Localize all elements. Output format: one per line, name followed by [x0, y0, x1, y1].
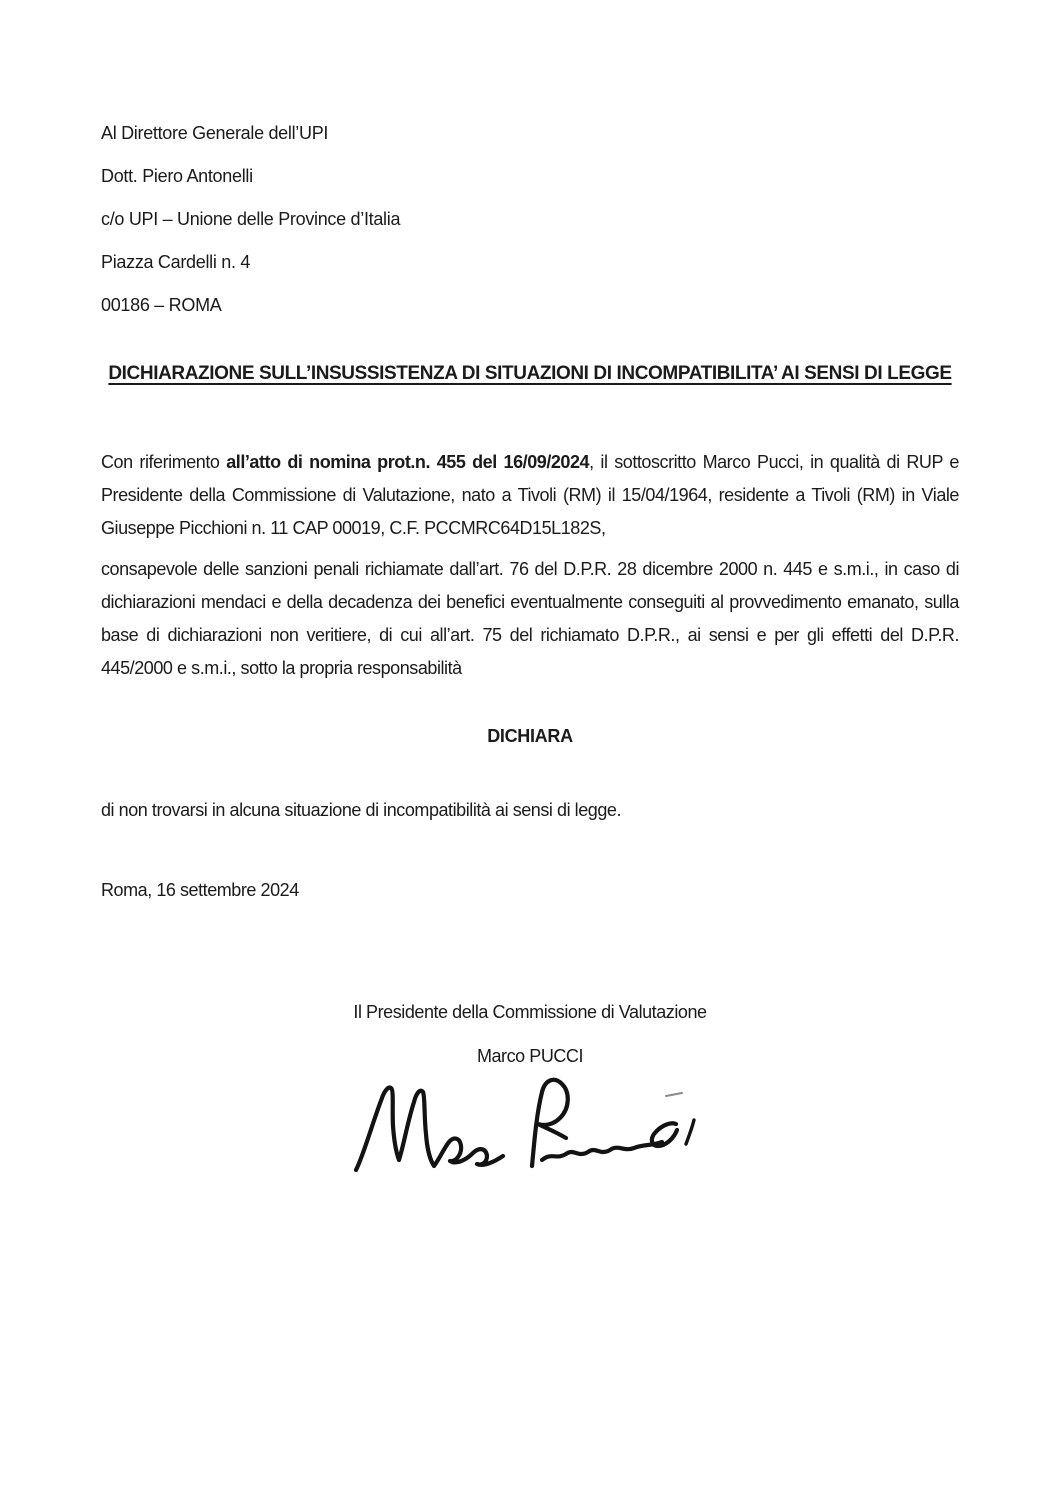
declaration-heading: DICHIARA — [487, 726, 573, 746]
recipient-line-organization: c/o UPI – Unione delle Province d’Italia — [101, 209, 401, 229]
document-title: DICHIARAZIONE SULL’INSUSSISTENZA DI SITUAZIONI DI INCOMPATIBILITA’ AI SENSI DI LEGGE — [108, 363, 952, 384]
paragraph-reference-suffix: , il sottoscritto Marco Pucci, in qualità di RUP e Presidente della Commissione di Valutazione, nato a Tivoli (RM) il 15/04/1964, residente a Tivoli (RM) in Viale Giuseppe Picchioni n. 11 CAP 00019, C.F. PCCMRC64D15L182S, — [101, 452, 959, 538]
recipient-line-director: Al Direttore Generale dell’UPI — [101, 123, 329, 143]
recipient-line-street: Piazza Cardelli n. 4 — [101, 252, 251, 272]
handwritten-signature — [346, 1068, 714, 1192]
recipient-address-block — [101, 122, 959, 316]
recipient-line-city: 00186 – ROMA — [101, 295, 222, 315]
signer-name-line: Marco PUCCI — [476, 1046, 584, 1066]
paragraph-reference-bold-protocol: all’atto di nomina prot.n. 455 del 16/09/2024 — [226, 452, 590, 472]
recipient-line-name: Dott. Piero Antonelli — [101, 166, 253, 186]
declaration-statement: di non trovarsi in alcuna situazione di incompatibilità ai sensi di legge. — [101, 800, 622, 820]
paragraph-liability: consapevole delle sanzioni penali richiamate dall’art. 76 del D.P.R. 28 dicembre 2000 n. 445 e s.m.i., in caso di dichiarazioni mendaci e della decadenza dei benefici eventualmente conseguiti al provvedimento emanato, sulla base di dichiarazioni non veritiere, di cui all’art. 75 del richiamato D.P.R., ai sensi e per gli effetti del D.P.R. 445/2000 e s.m.i., sotto la propria responsabilità — [101, 559, 959, 678]
date-place-line: Roma, 16 settembre 2024 — [101, 880, 299, 900]
signer-role-line: Il Presidente della Commissione di Valutazione — [353, 1002, 707, 1022]
paragraph-reference — [101, 446, 959, 545]
document-content — [101, 0, 959, 1067]
paragraph-reference-prefix: Con riferimento — [101, 452, 227, 472]
